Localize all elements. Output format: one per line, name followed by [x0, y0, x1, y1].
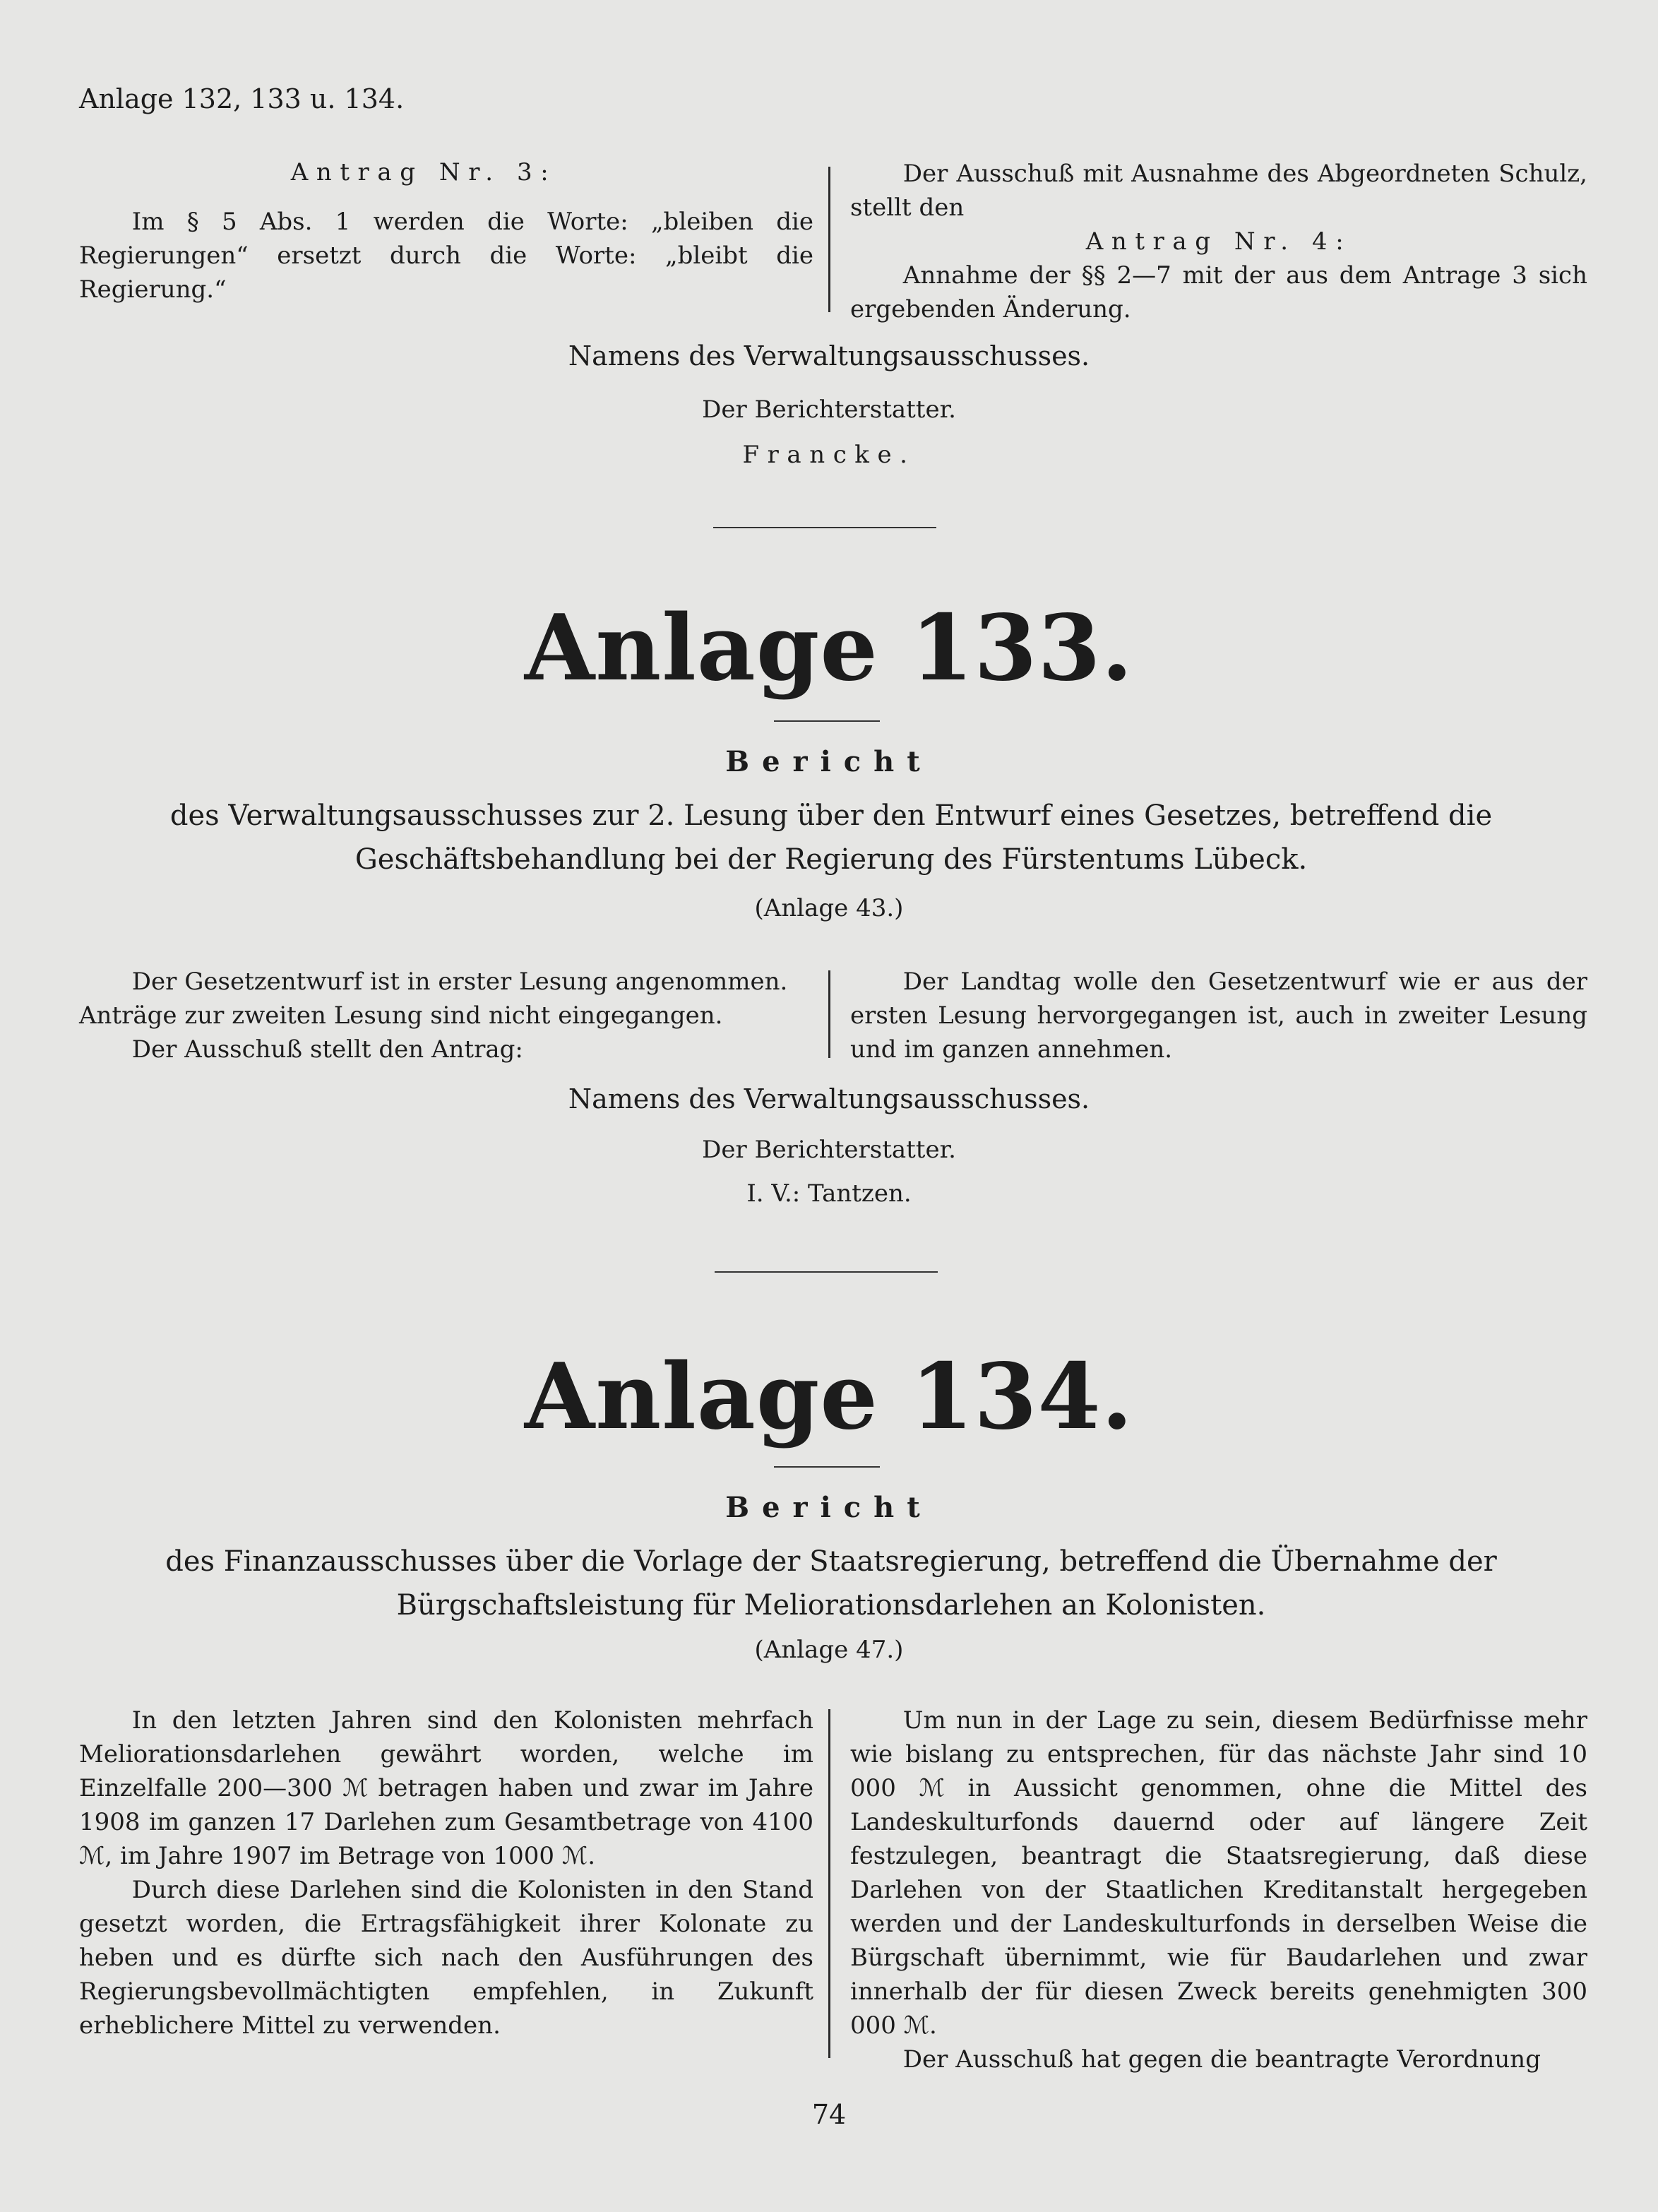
signature-role-2: Der Berichterstatter. [702, 1136, 956, 1164]
anlage-133-antrag-text: Der Landtag wolle den Gesetzentwurf wie er aus der ersten Lesung hervorgegangen ist, auch in zweiter Lesung und im ganzen annehmen. [850, 968, 1587, 1064]
right-paragraph-1: Um nun in der Lage zu sein, diesem Bedürfnisse mehr wie bislang zu entsprechen, für das nächste Jahr sind 10 000 ℳ in Aussicht genommen, ohne die Mittel des Landeskulturfonds dauernd oder auf längere Zeit festzulegen, beantragt die Staatsregierung, daß diese Darlehen von der Staatlichen Kreditanstalt hergegeben werden und der Landeskulturfonds in derselben Weise die Bürgschaft übernimmt, wie für Baudarlehen und zwar innerhalb der für diesen Zweck bereits genehmigten 300 000 ℳ. [850, 1706, 1587, 2040]
anlage-133-right-column [850, 965, 1587, 1066]
running-header: Anlage 132, 133 u. 134. [79, 83, 405, 114]
separator-rule [715, 1271, 938, 1273]
left-line-3: Der Ausschuß stellt den Antrag: [131, 1035, 523, 1064]
anlage-134-heading: Anlage 134. [524, 1344, 1134, 1450]
signature-name-1: Francke. [742, 441, 916, 469]
antrag-3-body: Im § 5 Abs. 1 werden die Worte: „bleiben die Regierungen“ ersetzt durch die Worte: „bleibt die Regierung.“ [79, 208, 813, 304]
anlage-134-right-column [850, 1703, 1587, 2076]
page-number: 74 [811, 2099, 847, 2130]
anlage-133-left-column [79, 965, 813, 1066]
left-paragraph-1: In den letzten Jahren sind den Kolonisten mehrfach Meliorationsdarlehen gewährt worden, welche im Einzelfalle 200—300 ℳ betragen haben und zwar im Jahre 1908 im ganzen 17 Darlehen zum Gesamtbetrage von 4100 ℳ, im Jahre 1907 im Betrage von 1000 ℳ. [79, 1706, 813, 1870]
antrag-4-heading: Antrag Nr. 4: [1085, 227, 1352, 256]
antrag-3-block [79, 205, 813, 307]
antrag-3-heading: Antrag Nr. 3: [290, 158, 557, 186]
anlage-133-title: des Verwaltungsausschusses zur 2. Lesung über den Entwurf eines Gesetzes, betreffend die Geschäftsbehandlung bei der Regierung des Fürstentums Lübeck. [169, 799, 1493, 876]
signature-committee-2: Namens des Verwaltungsausschusses. [568, 1083, 1090, 1114]
left-line-1: Der Gesetzentwurf ist in erster Lesung angenommen. [131, 968, 788, 996]
column-divider [828, 970, 830, 1058]
separator-rule [713, 527, 936, 528]
top-right-column [850, 157, 1587, 326]
left-paragraph-2: Durch diese Darlehen sind die Kolonisten in den Stand gesetzt worden, die Ertragsfähigkeit ihrer Kolonate zu heben und es dürfte sich nach den Ausführungen des Regierungsbevollmächtigten empfehlen, in Zukunft erheblichere Mittel zu verwenden. [79, 1876, 813, 2040]
antrag-4-body: Annahme der §§ 2—7 mit der aus dem Antrage 3 sich ergebenden Änderung. [850, 261, 1587, 323]
left-line-2: Anträge zur zweiten Lesung sind nicht eingegangen. [79, 1001, 723, 1030]
column-divider [828, 1709, 830, 2058]
signature-name-2: I. V.: Tantzen. [746, 1179, 912, 1208]
antrag-4-intro: Der Ausschuß mit Ausnahme des Abgeordneten Schulz, stellt den [850, 160, 1587, 222]
heading-rule [774, 1466, 880, 1468]
top-left-column [198, 155, 819, 189]
heading-rule [774, 720, 880, 722]
anlage-134-reference: (Anlage 47.) [754, 1636, 904, 1664]
anlage-134-left-column [79, 1703, 813, 2042]
column-divider [828, 167, 830, 312]
anlage-133-subheading: Bericht [725, 745, 933, 778]
signature-role-1: Der Berichterstatter. [702, 396, 956, 424]
anlage-133-heading: Anlage 133. [524, 595, 1134, 701]
anlage-134-title: des Finanzausschusses über die Vorlage der Staatsregierung, betreffend die Übernahme der Bürgschaftsleistung für Meliorationsdarlehen an Kolonisten. [165, 1545, 1497, 1622]
anlage-133-reference: (Anlage 43.) [754, 894, 904, 922]
right-paragraph-2: Der Ausschuß hat gegen die beantragte Verordnung [902, 2045, 1541, 2074]
anlage-134-subheading: Bericht [725, 1491, 933, 1524]
signature-committee-1: Namens des Verwaltungsausschusses. [568, 340, 1090, 371]
